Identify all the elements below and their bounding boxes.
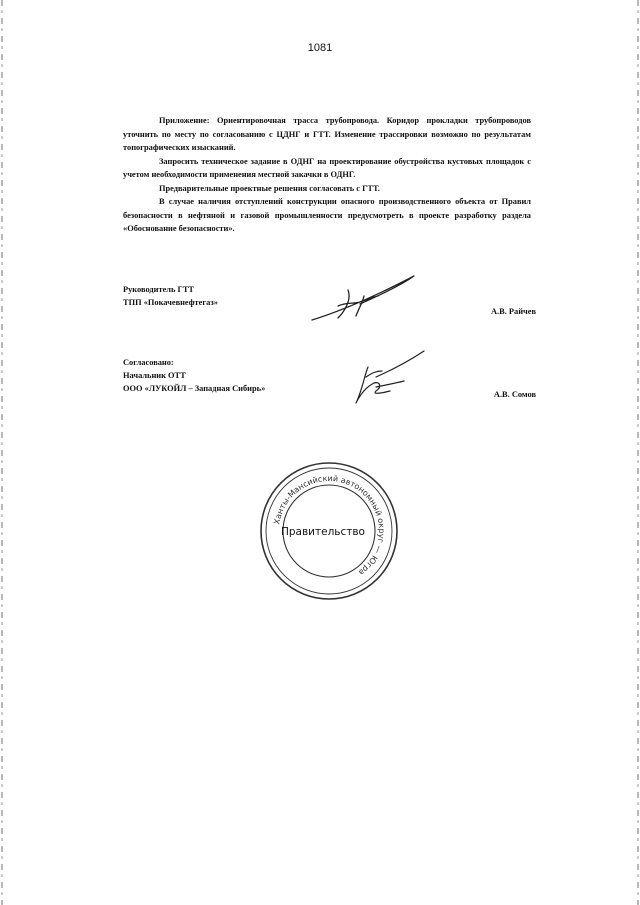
signatory1-position: Руководитель ГТТ — [123, 285, 195, 294]
stamp-center-text: Правительство — [281, 526, 365, 538]
signatory2-title — [123, 356, 265, 395]
signatory2-position: Начальник ОТТ — [123, 371, 186, 380]
paragraph-preliminary: Предварительные проектные решения согласовать с ГТТ. — [159, 183, 380, 193]
scan-edge-left — [1, 0, 3, 905]
paragraph-safety: В случае наличия отступлений конструкции опасного производственного объекта от Правил безопасности в нефтяной и газовой промышленности предусмотреть в проекте разработку раздела «Обоснование безопасности». — [123, 197, 531, 233]
signatory1-organization: ТПП «Покачевнефтегаз» — [123, 298, 218, 307]
paragraph-request: Запросить техническое задание в ОДНГ на проектирование обустройства кустовых площадок с учетом необходимости применения местной закачки в ОДНГ. — [123, 156, 531, 179]
paragraph-appendix: Приложение: Ориентировочная трасса трубопровода. Коридор прокладки трубопроводов уточнить по месту по согласованию с ЦДНГ и ГТТ. Изменение трассировки возможно по результатам топографических изысканий. — [123, 116, 531, 152]
document-body — [123, 114, 531, 236]
signatory1-name: А.В. Райчев — [490, 307, 536, 316]
approval-label: Согласовано: — [123, 358, 174, 367]
signatory2-name: А.В. Сомов — [493, 390, 536, 399]
stamp-ring-text: Ханты-Мансийский автономный округ — Югра — [272, 473, 387, 578]
signature-raichev — [308, 272, 418, 324]
signature-somov — [346, 347, 430, 409]
signatory2-organization: ООО «ЛУКОЙЛ – Западная Сибирь» — [123, 384, 266, 393]
page-number: 1081 — [307, 42, 333, 54]
scan-edge-right — [637, 0, 639, 905]
signatory1-title — [123, 283, 218, 309]
